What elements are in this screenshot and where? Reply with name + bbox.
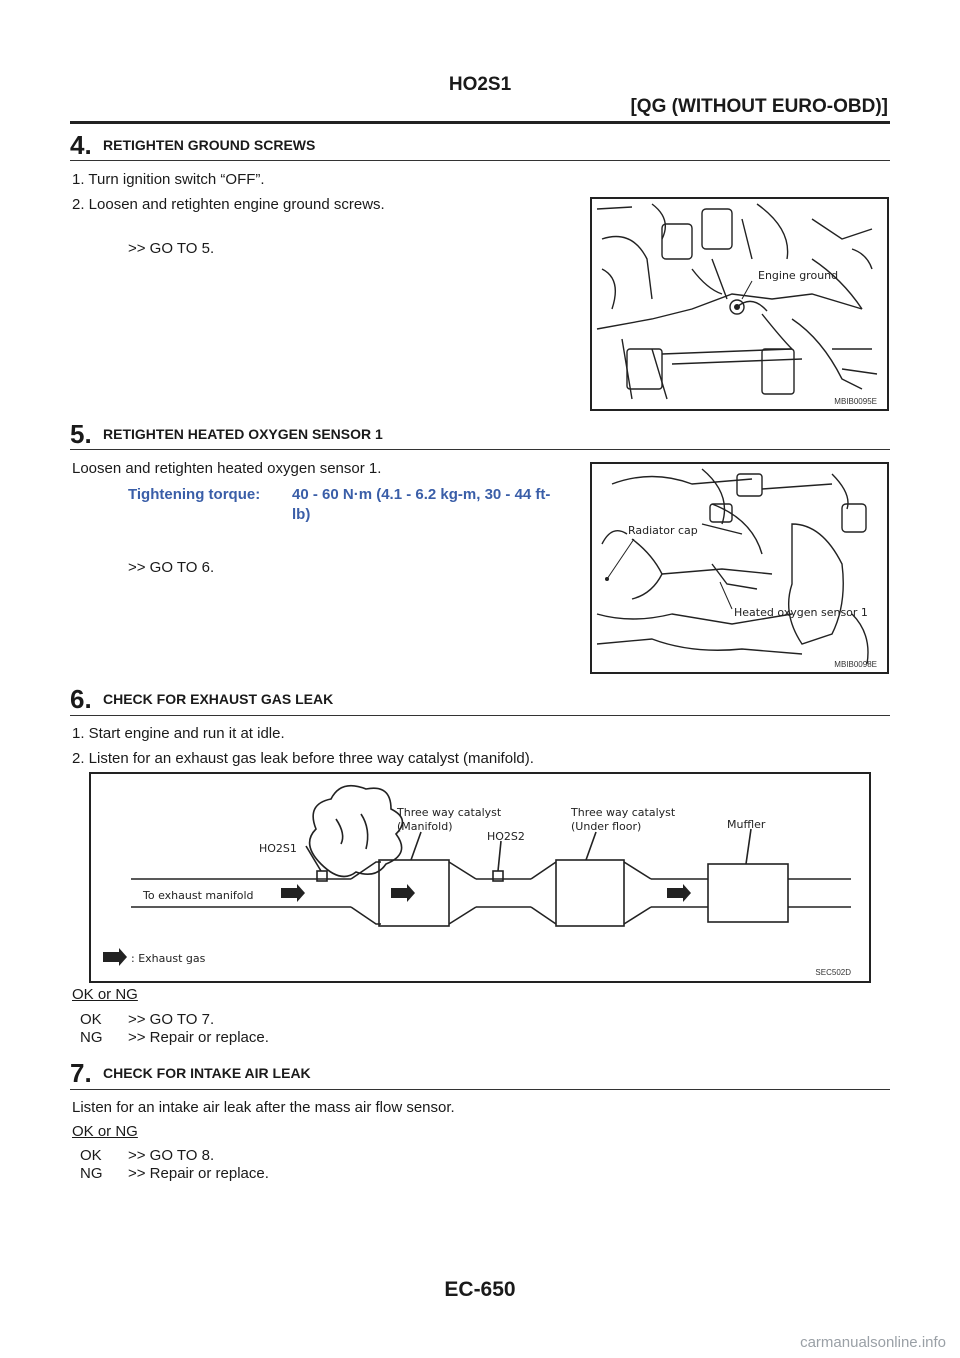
step-6-title: CHECK FOR EXHAUST GAS LEAK: [103, 691, 334, 707]
step-4-line-2: 2. Loosen and retighten engine ground screws.: [72, 196, 385, 213]
engine-ground-label: Engine ground: [758, 269, 839, 282]
step-7-title: CHECK FOR INTAKE AIR LEAK: [103, 1065, 311, 1081]
step-4-title: RETIGHTEN GROUND SCREWS: [103, 137, 316, 153]
step-5-line-1: Loosen and retighten heated oxygen sensor 1.: [72, 460, 382, 477]
twc-underfloor-label: Three way catalyst: [571, 806, 676, 819]
step-6-ng-key: NG: [80, 1029, 103, 1046]
engine-ground-illustration: [592, 199, 887, 409]
step-4-goto: >> GO TO 5.: [128, 240, 215, 257]
step-7-ok-value: >> GO TO 8.: [128, 1147, 215, 1164]
step-6-line-2: 2. Listen for an exhaust gas leak before three way catalyst (manifold).: [72, 750, 534, 767]
step-4-line-1: 1. Turn ignition switch “OFF”.: [72, 171, 265, 188]
step-7-ng-value: >> Repair or replace.: [128, 1165, 269, 1182]
tightening-torque-value: 40 - 60 N·m (4.1 - 6.2 kg-m, 30 - 44 ft-: [292, 486, 551, 503]
watermark: carmanualsonline.info: [800, 1334, 946, 1351]
ho2s1-label: HO2S1: [259, 842, 297, 855]
step-6-line-1: 1. Start engine and run it at idle.: [72, 725, 285, 742]
engine-ground-figure: [590, 197, 889, 411]
tightening-torque-value-cont: lb): [292, 506, 311, 523]
step-5-goto: >> GO TO 6.: [128, 559, 215, 576]
step-7-ok-ng: OK or NG: [72, 1123, 138, 1140]
engine-ground-figure-code: MBIB0095E: [834, 397, 877, 406]
step-5-number: 5.: [70, 419, 92, 449]
ho2s2-label: HO2S2: [487, 830, 525, 843]
step-6-ok-value: >> GO TO 7.: [128, 1011, 215, 1028]
step-4-rule: [70, 160, 890, 161]
muffler-label: Muffler: [727, 818, 766, 831]
twc-manifold-label: Three way catalyst: [397, 806, 502, 819]
page-subtitle: [QG (WITHOUT EURO-OBD)]: [630, 96, 888, 117]
step-7-ng-key: NG: [80, 1165, 103, 1182]
step-7-ok-key: OK: [80, 1147, 102, 1164]
step-7-number: 7.: [70, 1058, 92, 1088]
heated-oxygen-sensor-figure: [590, 462, 889, 674]
twc-manifold-sublabel: (Manifold): [397, 820, 453, 833]
exhaust-diagram-code: SEC502D: [815, 968, 851, 977]
step-4-number: 4.: [70, 130, 92, 160]
header-rule: [70, 121, 890, 124]
exhaust-system-illustration: [91, 774, 869, 981]
twc-underfloor-sublabel: (Under floor): [571, 820, 642, 833]
page-number: EC-650: [444, 1278, 516, 1301]
step-6-ok-ng: OK or NG: [72, 986, 138, 1003]
exhaust-manifold-label: To exhaust manifold: [143, 889, 254, 902]
step-7-line-1: Listen for an intake air leak after the mass air flow sensor.: [72, 1099, 455, 1116]
step-7-rule: [70, 1089, 890, 1090]
heated-oxygen-sensor-figure-code: MBIB0098E: [834, 660, 877, 669]
exhaust-system-diagram: [89, 772, 871, 983]
step-6-ng-value: >> Repair or replace.: [128, 1029, 269, 1046]
step-5-title: RETIGHTEN HEATED OXYGEN SENSOR 1: [103, 426, 383, 442]
exhaust-gas-legend: : Exhaust gas: [131, 952, 206, 965]
radiator-cap-label: Radiator cap: [628, 524, 698, 537]
heated-oxygen-sensor-label: Heated oxygen sensor 1: [734, 606, 868, 619]
tightening-torque-label: Tightening torque:: [128, 486, 261, 503]
heated-oxygen-sensor-illustration: [592, 464, 887, 672]
step-6-rule: [70, 715, 890, 716]
step-6-number: 6.: [70, 684, 92, 714]
step-6-ok-key: OK: [80, 1011, 102, 1028]
step-5-rule: [70, 449, 890, 450]
page-title: HO2S1: [448, 74, 512, 95]
